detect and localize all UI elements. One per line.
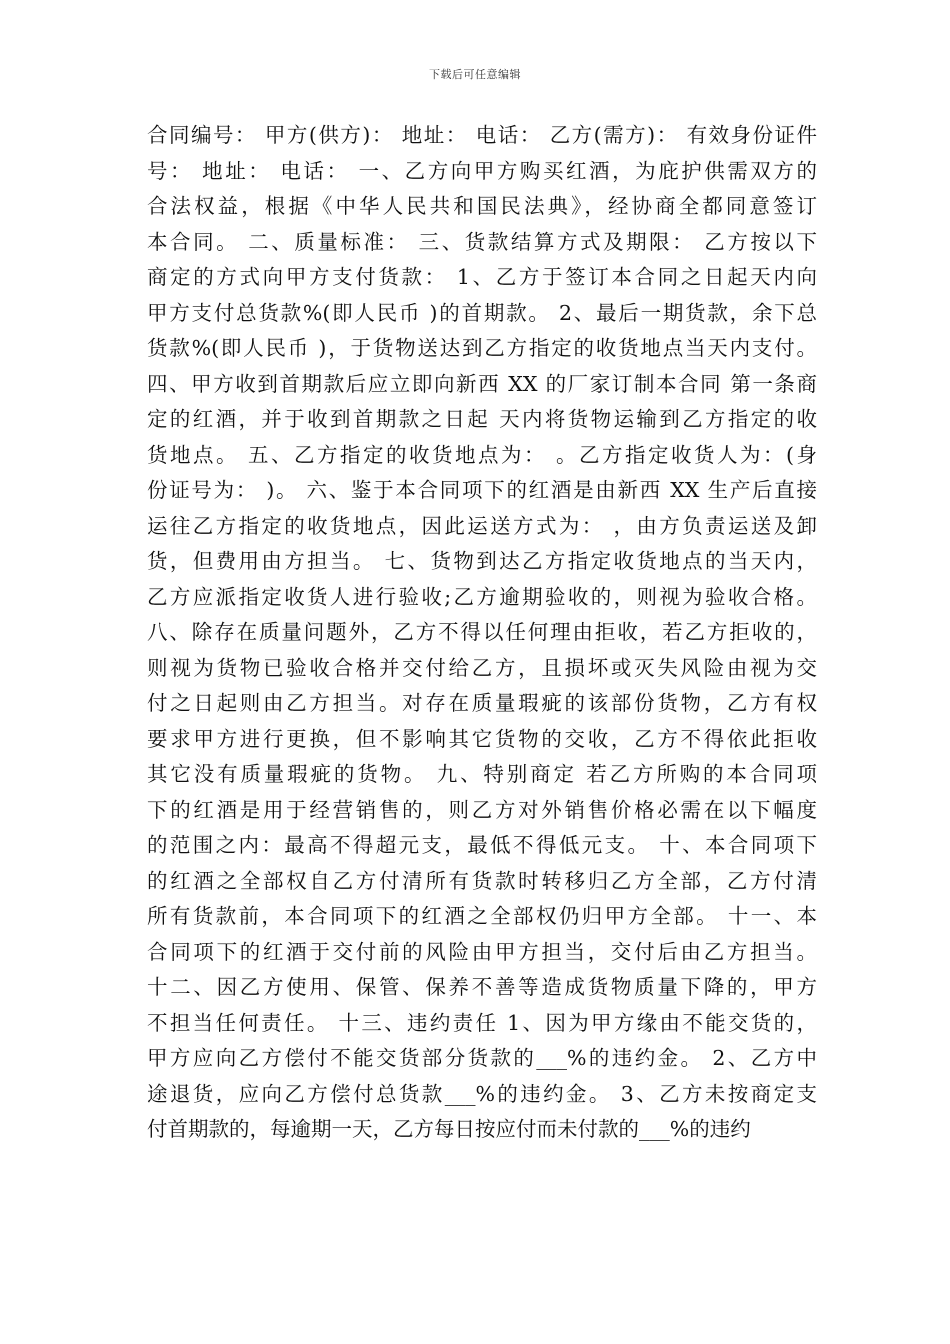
text-line: 付首期款的，每逾期一天，乙方每日按应付而未付款的___%的违约 bbox=[147, 1117, 751, 1141]
text-line: 运往乙方指定的收货地点，因此运送方式为： ，由方负责运送及卸 bbox=[147, 513, 817, 538]
text-line: 八、除存在质量问题外，乙方不得以任何理由拒收，若乙方拒收的， bbox=[147, 620, 817, 644]
text-line: 货款%(即人民币 )，于货物送达到乙方指定的收货地点当天内支付。 bbox=[147, 336, 817, 360]
text-line: 乙方应派指定收货人进行验收;乙方逾期验收的，则视为验收合格。 bbox=[147, 584, 817, 609]
text-line: 号： 地址： 电话： 一、乙方向甲方购买红酒，为庇护供需双方的 bbox=[147, 158, 817, 183]
text-line: 货地点。 五、乙方指定的收货地点为： 。乙方指定收货人为：(身 bbox=[147, 442, 817, 467]
contract-body bbox=[147, 118, 817, 1148]
text-line: 四、甲方收到首期款后应立即向新西 XX 的厂家订制本合同 第一条商 bbox=[147, 371, 817, 396]
text-line: 甲方应向乙方偿付不能交货部分货款的___%的违约金。 2、乙方中 bbox=[147, 1046, 817, 1070]
text-line: 合同编号： 甲方(供方)： 地址： 电话： 乙方(需方)： 有效身份证件 bbox=[147, 123, 817, 147]
text-line: 商定的方式向甲方支付货款： 1、乙方于签订本合同之日起天内向 bbox=[147, 265, 817, 289]
text-line: 合法权益，根据《中华人民共和国民法典》，经协商全都同意签订 bbox=[147, 194, 817, 218]
text-line: 要求甲方进行更换，但不影响其它货物的交收，乙方不得依此拒收 bbox=[147, 726, 817, 751]
text-line: 所有货款前，本合同项下的红酒之全部权仍归甲方全部。 十一、本 bbox=[147, 904, 817, 928]
text-line: 定的红酒，并于收到首期款之日起 天内将货物运输到乙方指定的收 bbox=[147, 407, 817, 431]
text-line: 的范围之内：最高不得超元支，最低不得低元支。 十、本合同项下 bbox=[147, 833, 817, 857]
page-header: 下载后可任意编辑 bbox=[429, 68, 521, 81]
text-line: 则视为货物已验收合格并交付给乙方，且损坏或灭失风险由视为交 bbox=[147, 655, 817, 680]
text-line: 不担当任何责任。 十三、违约责任 1、因为甲方缘由不能交货的， bbox=[147, 1010, 817, 1035]
text-line: 付之日起则由乙方担当。对存在质量瑕疵的该部份货物，乙方有权 bbox=[147, 691, 817, 715]
text-line: 下的红酒是用于经营销售的，则乙方对外销售价格必需在以下幅度 bbox=[147, 797, 817, 822]
text-line: 合同项下的红酒于交付前的风险由甲方担当，交付后由乙方担当。 bbox=[147, 939, 817, 964]
text-line: 本合同。 二、质量标准： 三、货款结算方式及期限： 乙方按以下 bbox=[147, 229, 817, 254]
text-line: 甲方支付总货款%(即人民币 )的首期款。 2、最后一期货款，余下总 bbox=[147, 300, 817, 325]
text-line: 十二、因乙方使用、保管、保养不善等造成货物质量下降的，甲方 bbox=[147, 975, 817, 999]
text-line: 其它没有质量瑕疵的货物。 九、特别商定 若乙方所购的本合同项 bbox=[147, 762, 817, 786]
text-line: 货，但费用由方担当。 七、货物到达乙方指定收货地点的当天内， bbox=[147, 549, 817, 573]
text-line: 份证号为： )。 六、鉴于本合同项下的红酒是由新西 XX 生产后直接 bbox=[147, 478, 817, 502]
text-line: 途退货，应向乙方偿付总货款___%的违约金。 3、乙方未按商定支 bbox=[147, 1081, 817, 1106]
text-line: 的红酒之全部权自乙方付清所有货款时转移归乙方全部，乙方付清 bbox=[147, 868, 817, 893]
